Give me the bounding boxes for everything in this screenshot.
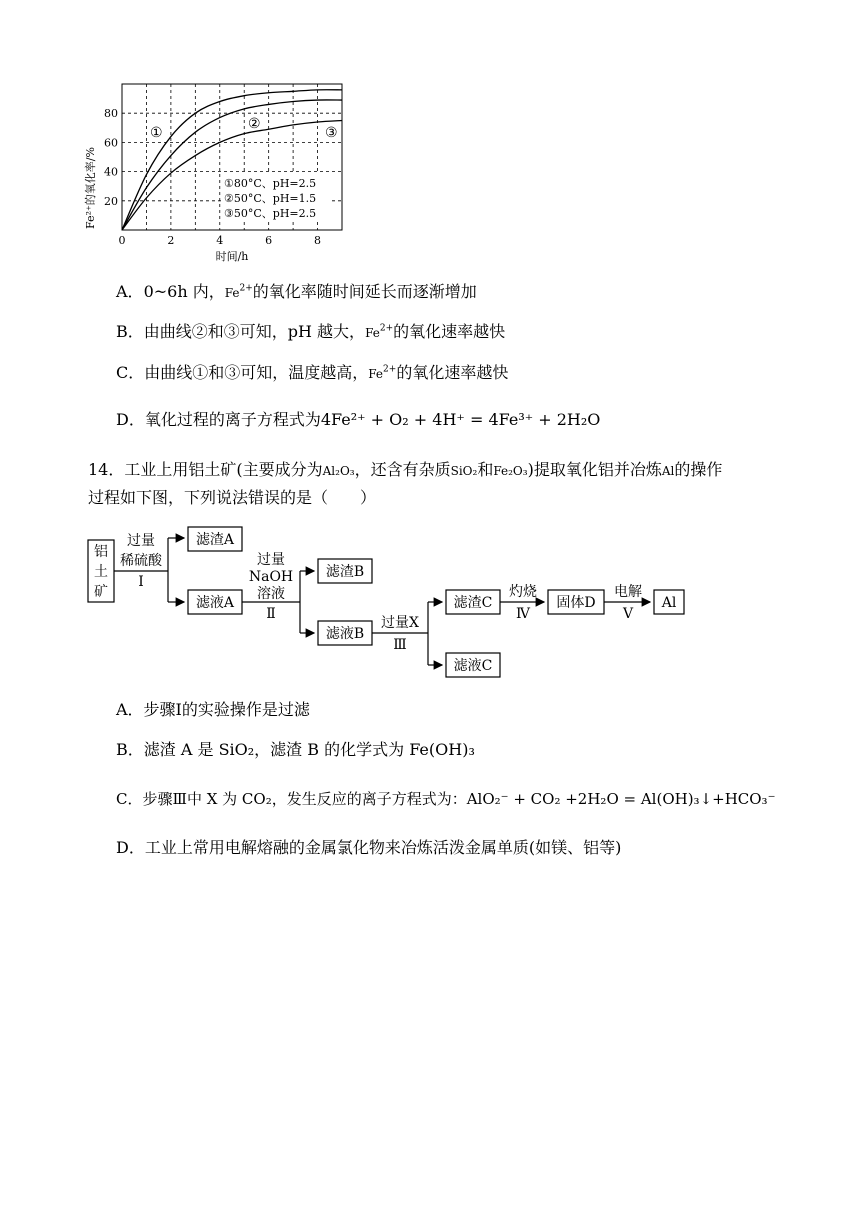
filtrate-c-label: 滤液C [453,658,493,674]
step2-reagent-line-2: NaOH [248,569,294,585]
legend-entry-1: ①80°C、pH=2.5 [224,177,317,190]
legend-entry-3: ③50°C、pH=2.5 [224,207,317,220]
q13-option-d: D．氧化过程的离子方程式为4Fe²⁺ + O₂ + 4H⁺ = 4Fe³⁺ + 2H₂O [116,410,601,429]
step4-roman: Ⅳ [516,606,530,622]
step2-roman: Ⅱ [266,606,276,622]
curve-marker-1: ① [150,125,163,141]
filtrate-a-label: 滤液A [195,595,235,611]
q14-stem-line-2: 过程如下图，下列说法错误的是（ ） [88,488,377,507]
x-tick-label: 4 [216,234,224,247]
step1-reagent-line-1: 过量 [127,533,155,549]
y-tick-label: 20 [104,194,118,208]
q13-option-c: C．由曲线①和③可知，温度越高，$Fe^{2+}$的氧化速率越快 [116,363,509,382]
x-tick-label: 0 [118,234,126,247]
oxidation-rate-chart [80,76,370,266]
residue-c-label: 滤渣C [453,595,493,611]
chart-y-axis-label: Fe²⁺的氧化率/% [84,147,97,229]
aluminum-product-label: Al [661,595,677,611]
x-tick-label: 8 [314,234,322,247]
solid-d-label: 固体D [556,595,596,611]
step1-roman: Ⅰ [138,574,144,590]
bauxite-process-flowchart [84,524,694,684]
y-tick-label: 60 [104,136,118,150]
curve-marker-3: ③ [325,125,338,141]
q14-option-b: B．滤渣 A 是 SiO₂，滤渣 B 的化学式为 Fe(OH)₃ [116,740,475,759]
q14-stem-line-1: 14．工业上用铝土矿(主要成分为Al₂O₃，还含有杂质SiO₂和Fe₂O₃)提取氧化铝并冶炼Al的操作 [88,460,723,479]
y-tick-label: 80 [104,107,118,121]
bauxite-char-3: 矿 [94,584,108,600]
q13-option-b: B．由曲线②和③可知，pH 越大，$Fe^{2+}$的氧化速率越快 [116,322,506,341]
residue-a-label: 滤渣A [195,532,235,548]
step3-roman: Ⅲ [393,637,407,653]
step3-reagent: 过量X [381,615,419,631]
q14-option-d: D．工业上常用电解熔融的金属氯化物来冶炼活泼金属单质(如镁、铝等) [116,838,622,857]
q14-option-a: A．步骤Ⅰ的实验操作是过滤 [116,700,310,719]
step5-roman: Ⅴ [622,606,634,622]
chart-x-axis-label: 时间/h [215,250,249,263]
step4-reagent: 灼烧 [509,584,537,600]
x-tick-label: 6 [265,234,273,247]
curve-marker-2: ② [248,116,261,132]
legend-entry-2: ②50°C、pH=1.5 [224,192,317,205]
bauxite-char-2: 土 [94,564,108,580]
residue-b-label: 滤渣B [325,564,365,580]
x-tick-label: 2 [167,234,175,247]
bauxite-char-1: 铝 [94,544,108,560]
step1-reagent-line-2: 稀硫酸 [120,553,162,569]
y-tick-label: 40 [104,165,118,179]
filtrate-b-label: 滤液B [325,626,365,642]
step2-reagent-line-1: 过量 [257,552,285,568]
step2-reagent-line-3: 溶液 [257,586,285,602]
q14-option-c: C．步骤Ⅲ中 X 为 CO₂，发生反应的离子方程式为：AlO₂⁻ + CO₂ +2H₂O = Al(OH)₃↓+HCO₃⁻ [116,790,776,808]
step5-reagent: 电解 [614,584,642,600]
q13-option-a: A．0~6h 内，$Fe^{2+}$的氧化率随时间延长而逐渐增加 [116,282,477,301]
